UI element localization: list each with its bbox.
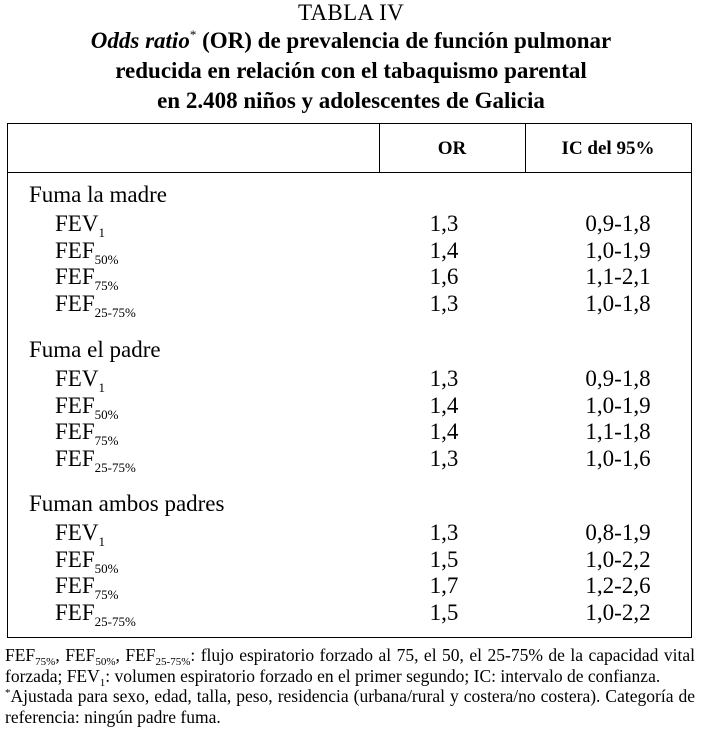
row-label: $FEV_1$ (55, 211, 105, 240)
ic-value: 1,0-2,2 (585, 546, 651, 572)
row-label: $FEV_1$ (55, 366, 105, 395)
data-table (7, 123, 692, 638)
row-label: $FEF_{50\%}$ (55, 237, 119, 267)
or-value: 1,3 (429, 520, 459, 545)
table-label: TABLA IV (298, 0, 404, 25)
row-label: $FEF_{50\%}$ (55, 546, 119, 576)
column-header-or: OR (437, 138, 467, 159)
ic-value: 1,1-1,8 (585, 419, 651, 444)
footnote-abbreviations: $FEF_{75\%}$, $FEF_{50\%}$, $FEF_{25-75\%}$: flujo espiratorio forzado al 75, el 50, el 25-75% de la capacidad vital forzada; $FEV_1$: volumen espiratorio forzado en el primer segundo; IC: intervalo de confianza. (5, 645, 696, 689)
title-italic: Odds ratio (90, 28, 190, 53)
or-value: 1,4 (429, 392, 459, 418)
or-value: 1,3 (429, 366, 459, 391)
row-label: $FEF_{75\%}$ (55, 419, 119, 448)
or-value: 1,5 (429, 599, 459, 625)
ic-value: 1,0-1,9 (585, 392, 651, 418)
table-title-line-1 (0, 26, 702, 56)
table-title-line-2: reducida en relación con el tabaquismo parental (115, 58, 587, 83)
or-value: 1,6 (429, 264, 459, 289)
or-value: 1,7 (429, 573, 459, 598)
group-label: Fuma el padre (29, 337, 161, 362)
group-label: Fuman ambos padres (29, 491, 225, 516)
ic-value: 1,0-1,8 (585, 290, 651, 316)
footnotes (5, 645, 695, 727)
group-label: Fuma la madre (29, 182, 167, 207)
ic-value: 1,0-2,2 (585, 599, 651, 625)
ic-value: 0,9-1,8 (585, 211, 651, 236)
ic-value: 1,0-1,6 (585, 445, 651, 471)
ic-value: 0,9-1,8 (585, 366, 651, 391)
or-value: 1,4 (429, 419, 459, 444)
ic-value: 0,8-1,9 (585, 520, 651, 545)
or-value: 1,4 (429, 237, 459, 263)
ic-value: 1,1-2,1 (585, 264, 651, 289)
row-label: $FEF_{25-75\%}$ (55, 290, 136, 320)
or-value: 1,3 (429, 211, 459, 236)
or-value: 1,3 (429, 290, 459, 316)
table-heading (0, 0, 702, 116)
column-header-ic: IC del 95% (561, 138, 655, 159)
row-label: $FEF_{75\%}$ (55, 573, 119, 602)
ic-value: 1,0-1,9 (585, 237, 651, 263)
row-label: $FEF_{75\%}$ (55, 264, 119, 293)
row-label: $FEF_{50\%}$ (55, 392, 119, 422)
row-label: $FEF_{25-75\%}$ (55, 599, 136, 629)
table-title-line-3: en 2.408 niños y adolescentes de Galicia (157, 88, 545, 113)
ic-value: 1,2-2,6 (585, 573, 651, 598)
title-asterisk: * (189, 27, 197, 42)
or-value: 1,5 (429, 546, 459, 572)
footnote-adjustment: *Ajustada para sexo, edad, talla, peso, residencia (urbana/rural y costera/no costera). Categoría de referencia: ningún padre fuma. (5, 686, 695, 727)
title-line-1-rest: (OR) de prevalencia de función pulmonar (196, 28, 612, 53)
row-label: $FEV_1$ (55, 520, 105, 549)
table-header-row (8, 124, 691, 173)
row-label: $FEF_{25-75\%}$ (55, 445, 136, 475)
or-value: 1,3 (429, 445, 459, 471)
